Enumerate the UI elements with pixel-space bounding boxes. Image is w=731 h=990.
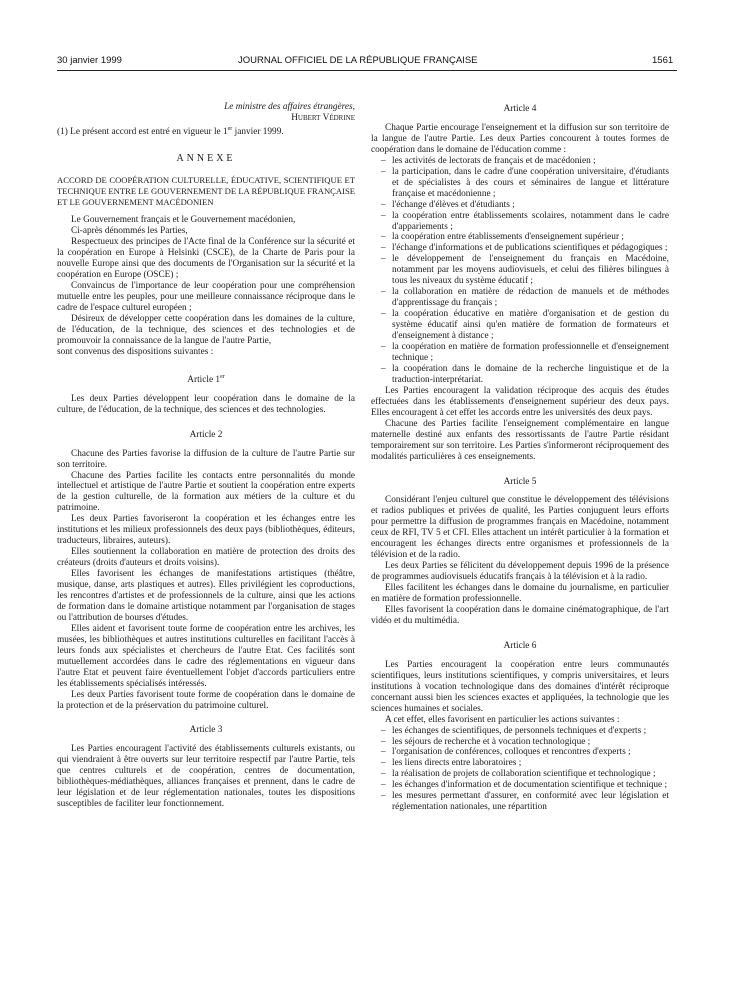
signatory-name: Hubert Védrine bbox=[291, 112, 355, 123]
header-page-number: 1561 bbox=[652, 55, 674, 66]
list-item: – les mesures permettant d'assurer, en conformité avec leur législation et réglementation nationales, une répartition bbox=[371, 791, 669, 813]
preamble-paragraph: Ci-après dénommés les Parties, bbox=[71, 226, 188, 237]
article-2-heading: Article 2 bbox=[189, 429, 223, 440]
list-item: – la réalisation de projets de collaboration scientifique et technologique ; bbox=[371, 769, 669, 780]
article-4-list bbox=[371, 156, 669, 386]
article-4-heading: Article 4 bbox=[503, 104, 537, 114]
header-rule bbox=[57, 70, 677, 71]
article-paragraph: Elles facilitent les échanges dans le domaine du journalisme, en particulier en matière de formation professionnelle. bbox=[371, 583, 669, 605]
left-column bbox=[57, 102, 355, 810]
preamble-paragraph: Respectueux des principes de l'Acte final de la Conférence sur la sécurité et la coopération en Europe à Helsinki (CSCE), de la Charte de Paris pour la nouvelle Europe ainsi que des documents de l'Organisation sur la sécurité et la coopération en Europe (OSCE) ; bbox=[57, 237, 355, 281]
article-paragraph: Elles favorisent les échanges de manifestations artistiques (théâtre, musique, danse, arts plastiques et autres). Elles privilégient les coproductions, les rencontres d'artistes et de professionnels de la culture, ainsi que les actions de formation dans le domaine artistique notamment par l'organisation de stages ou l'attribution de bourses d'études. bbox=[57, 569, 355, 623]
article-paragraph: Chacune des Parties favorise la diffusion de la culture de l'autre Partie sur son territoire. bbox=[57, 448, 355, 470]
header-journal-title: JOURNAL OFFICIEL DE LA RÉPUBLIQUE FRANÇAISE bbox=[238, 55, 478, 66]
signatory-title: Le ministre des affaires étrangères, bbox=[224, 102, 355, 112]
article-paragraph: Les Parties encouragent la coopération entre leurs communautés scientifiques, leurs institutions scientifiques, y compris universitaires, et leurs institutions à vocation technologique dans des domaines d'intérêt réciproque concernant aussi bien les sciences exactes et appliquées, la technologie que les sciences humaines et sociales. bbox=[371, 659, 669, 714]
list-item: – les échanges d'information et de documentation scientifique et technique ; bbox=[371, 780, 669, 791]
list-item: – la collaboration en matière de rédaction de manuels et de méthodes d'apprentissage du français ; bbox=[371, 287, 669, 309]
list-item: – les activités de lectorats de français et de macédonien ; bbox=[371, 156, 669, 167]
list-item: – la coopération entre établissements d'enseignement supérieur ; bbox=[371, 232, 669, 243]
list-item: – la participation, dans le cadre d'une coopération universitaire, d'étudiants et de spécialistes à des cours et séminaires de langue et littérature française et macédonienne ; bbox=[371, 167, 669, 200]
article-paragraph: Les Parties encouragent l'activité des établissements culturels existants, ou qui viendraient à être ouverts sur leur territoire respectif par l'autre Partie, tels que centres culturels et de coopération, centres de documentation, bibliothèques-médiathèques, alliances françaises et prennent, dans le cadre de leur législation et de leur réglementation nationales, toutes les dispositions susceptibles de faciliter leur fonctionnement. bbox=[57, 744, 355, 810]
article-3-heading: Article 3 bbox=[189, 725, 223, 736]
preamble-paragraph: Convaincus de l'importance de leur coopération pour une compréhension mutuelle entre les peuples, pour une meilleure connaissance réciproque dans le cadre de l'espace culturel européen ; bbox=[57, 281, 355, 313]
preamble-paragraph: Le Gouvernement français et le Gouvernement macédonien, bbox=[71, 215, 296, 226]
agreement-title: ACCORD DE COOPÉRATION CULTURELLE, ÉDUCATIVE, SCIENTIFIQUE ET TECHNIQUE ENTRE LE GOUVERNEMENT DE LA RÉPUBLIQUE FRANÇAISE ET LE GOUVERNEMENT MACÉDONIEN bbox=[57, 174, 355, 207]
list-item: – l'échange d'informations et de publications scientifiques et pédagogiques ; bbox=[371, 243, 669, 254]
list-item: – la coopération éducative en matière d'organisation et de gestion du système éducatif ainsi qu'en matière de formation de formateurs et d'enseignement à distance ; bbox=[371, 309, 669, 342]
list-item: – la coopération entre établissements scolaires, notamment dans le cadre d'appariements ; bbox=[371, 211, 669, 233]
article-paragraph: Les deux Parties se félicitent du développement depuis 1996 de la présence de programmes audiovisuels éducatifs français à la télévision et à la radio. bbox=[371, 561, 669, 583]
preamble-paragraph: Désireux de développer cette coopération dans les domaines de la culture, de l'éducation, de la technique, des sciences et des technologies et de promouvoir la connaissance de la langue de l'autre Partie, bbox=[57, 313, 355, 346]
list-item: – l'organisation de conférences, colloques et rencontres d'experts ; bbox=[371, 747, 669, 758]
list-item: – les liens directs entre laboratoires ; bbox=[371, 758, 669, 769]
footnote: (1) Le présent accord est entré en vigueur le 1er janvier 1999. bbox=[57, 125, 284, 137]
agreement-clause: sont convenus des dispositions suivantes : bbox=[57, 346, 214, 357]
list-item: – la coopération dans le domaine de la recherche linguistique et de la traduction-interprétariat. bbox=[371, 364, 669, 386]
article-paragraph: Les deux Parties favoriseront la coopération et les échanges entre les institutions et les milieux professionnels des deux pays (bibliothèques, éditeurs, traducteurs, libraires, auteurs). bbox=[57, 514, 355, 547]
article-5-heading: Article 5 bbox=[503, 476, 537, 487]
article-paragraph: Chacune des Parties facilite les contacts entre personnalités du monde intellectuel et artistique de l'autre Partie et soutient la coopération entre experts de la gestion culturelle, de la formation aux métiers de la culture et du patrimoine. bbox=[57, 470, 355, 514]
preamble bbox=[57, 215, 355, 346]
article-paragraph: Considérant l'enjeu culturel que constitue le développement des télévisions et radios publiques et privées de qualité, les Parties conjuguent leurs efforts pour permettre la diffusion de programmes français en Macédoine, notamment ceux de RFI, TV 5 et CFI. Elles attachent un intérêt particulier à la formation et encouragent les échanges directs entre organismes et professionnels de la télévision et de la radio. bbox=[371, 495, 669, 561]
article-6-heading: Article 6 bbox=[503, 640, 537, 651]
article-paragraph: A cet effet, elles favorisent en particulier les actions suivantes : bbox=[385, 714, 620, 725]
list-item: – l'échange d'élèves et d'étudiants ; bbox=[371, 200, 669, 211]
right-column bbox=[371, 104, 669, 813]
list-item: – les échanges de scientifiques, de personnels techniques et d'experts ; bbox=[371, 726, 669, 737]
header-date: 30 janvier 1999 bbox=[57, 55, 122, 66]
list-item: – le développement de l'enseignement du français en Macédoine, notamment par les moyens audiovisuels, et celui des filières bilingues à tous les niveaux du système éducatif ; bbox=[371, 254, 669, 287]
annexe-heading: ANNEXE bbox=[176, 152, 236, 164]
article-1-heading: Article 1er bbox=[187, 373, 225, 385]
article-paragraph: Elles aident et favorisent toute forme de coopération entre les archives, les musées, les bibliothèques et autres institutions culturelles en facilitant l'accès à leurs fonds aux spécialistes et chercheurs de l'autre Etat. Ces facilités sont mutuellement accordées dans le cadre des réglementations en vigueur dans l'autre Etat et peuvent faire éventuellement l'objet d'accords particuliers entre les établissements spécialisés intéressés. bbox=[57, 623, 355, 689]
article-paragraph: Les deux Parties développent leur coopération dans le domaine de la culture, de l'éducation, de la technique, des sciences et des technologies. bbox=[57, 393, 355, 415]
article-paragraph: Elles soutiennent la collaboration en matière de protection des droits des créateurs (droits d'auteurs et droits voisins). bbox=[57, 547, 355, 569]
article-paragraph: Les deux Parties favorisent toute forme de coopération dans le domaine de la protection et de la préservation du patrimoine culturel. bbox=[57, 689, 355, 711]
article-paragraph: Chaque Partie encourage l'enseignement et la diffusion sur son territoire de la langue de l'autre Partie. Les deux Parties concourent à toutes formes de coopération dans le domaine de l'éducation comme : bbox=[371, 122, 669, 155]
article-6-list bbox=[371, 726, 669, 814]
list-item: – les séjours de recherche et à vocation technologique ; bbox=[371, 737, 669, 748]
article-paragraph: Les Parties encouragent la validation réciproque des acquis des études effectuées dans les établissements d'enseignement supérieur des deux pays. Elles encouragent à cet effet les accords entre les universités des deux pays. bbox=[371, 385, 669, 418]
article-paragraph: Chacune des Parties facilite l'enseignement complémentaire en langue maternelle destiné aux enfants des ressortissants de l'autre Partie résidant temporairement sur son territoire. Les Parties s'informeront réciproquement des modalités particulières à ces enseignements. bbox=[371, 418, 669, 462]
list-item: – la coopération en matière de formation professionnelle et d'enseignement technique ; bbox=[371, 342, 669, 364]
article-paragraph: Elles favorisent la coopération dans le domaine cinématographique, de l'art vidéo et du multimédia. bbox=[371, 604, 669, 626]
